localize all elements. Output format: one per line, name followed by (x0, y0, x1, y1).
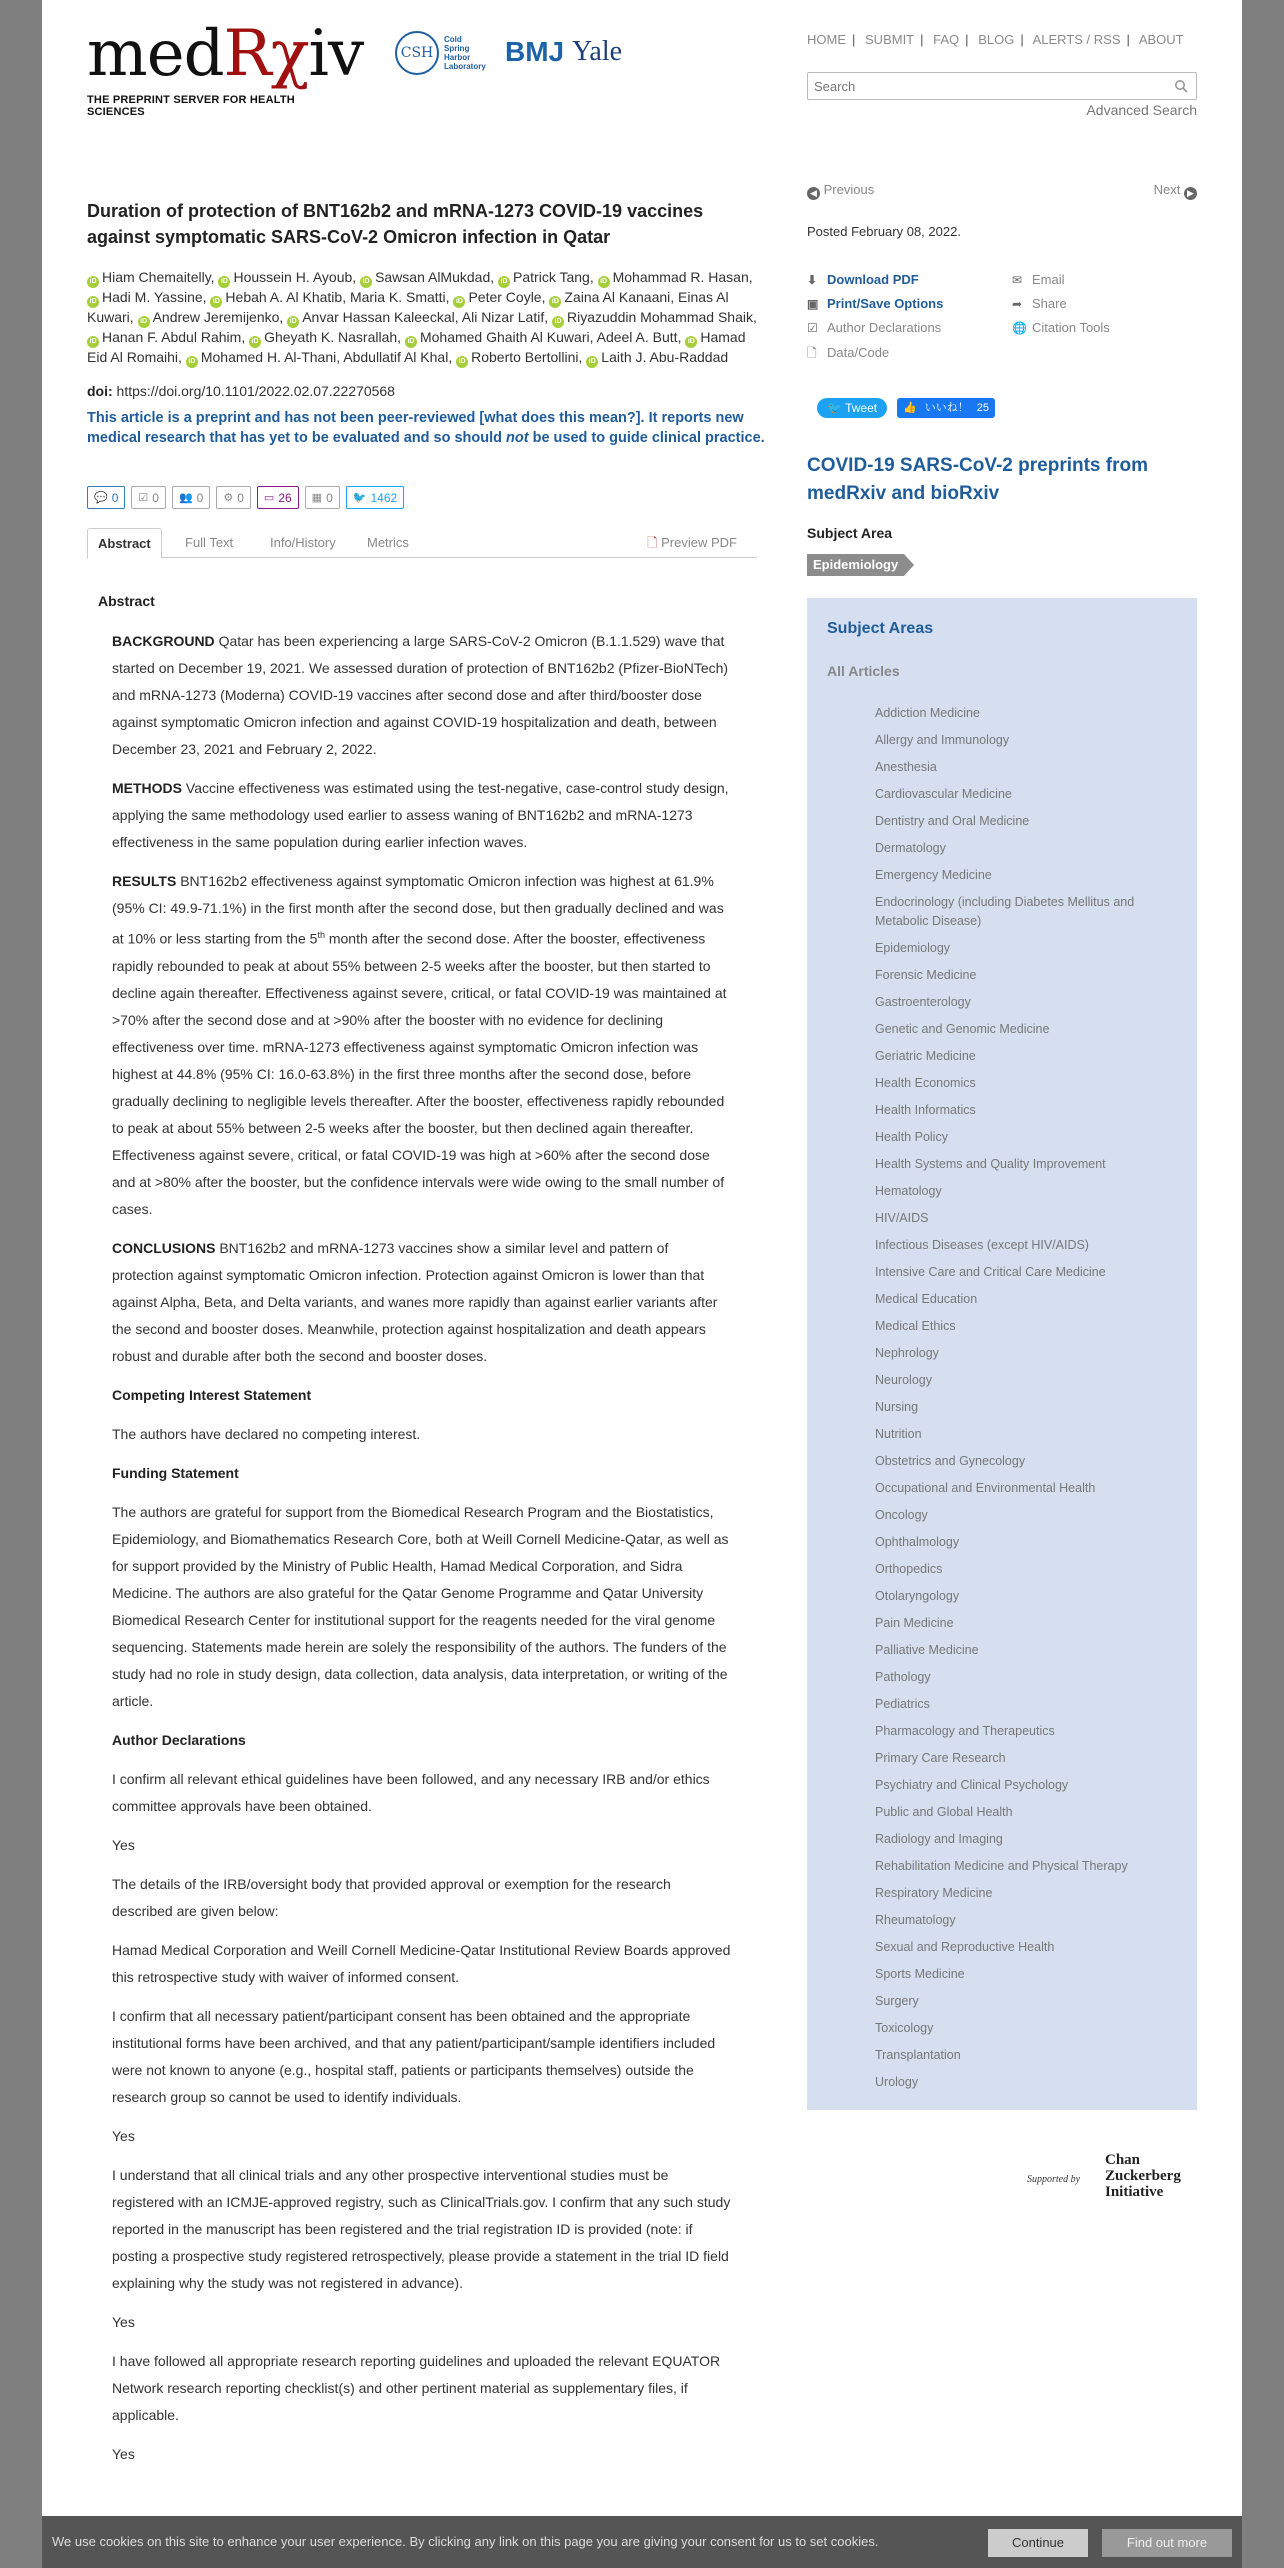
author-name[interactable]: Zaina Al Kanaani (564, 289, 671, 305)
abstract-results: RESULTS BNT162b2 effectiveness against symptomatic Omicron infection was highest at 61.9% (95% CI: 49.9-71.1%) in the first month after the second dose, but then gradually declined and was at 10% or less starting from the 5th month after the second dose. After the booster, effectiveness rapidly rebounded to peak at about 55% between 2-5 weeks after the booster, but then started to decline again thereafter. Effectiveness against severe, critical, or fatal COVID-19 was maintained at >70% after the second dose and at >90% after the booster with no evidence for declining effectiveness over time. mRNA-1273 effectiveness against symptomatic Omicron infection was highest at 44.8% (95% CI: 16.0-63.8%) in the first three months after the second dose, before gradually declining to negligible levels thereafter. After the booster, effectiveness rapidly rebounded to peak at about 55% between 2-5 weeks after the booster, but then declined again thereafter. Effectiveness against severe, critical, or fatal COVID-19 was high at >60% after the second dose and at >80% after the booster, but the confidence intervals were wide owing to the small number of cases. (112, 873, 727, 1217)
logo-tagline: THE PREPRINT SERVER FOR HEALTH SCIENCES (87, 94, 295, 118)
nav-alerts-rss[interactable]: ALERTS / RSS (1032, 32, 1121, 47)
citation-tools-link[interactable]: 🌐 Citation Tools (1012, 320, 1110, 335)
subject-link[interactable]: Dermatology (875, 841, 946, 855)
orcid-icon[interactable]: iD (498, 276, 510, 288)
subject-link[interactable]: Radiology and Imaging (875, 1832, 1003, 1846)
subject-link[interactable]: Anesthesia (875, 760, 937, 774)
metric-count: 0 (237, 490, 244, 505)
competing-interest-text: The authors have declared no competing interest. (112, 1425, 421, 1442)
cookie-continue-button[interactable]: Continue (988, 2529, 1088, 2557)
orcid-icon[interactable]: iD (87, 336, 99, 348)
subject-link[interactable]: Rheumatology (875, 1913, 956, 1927)
subject-area-tag[interactable]: Epidemiology (807, 554, 904, 576)
supported-by-text: Supported by (1027, 2174, 1081, 2185)
orcid-icon[interactable]: iD (186, 356, 198, 368)
orcid-icon[interactable]: iD (552, 316, 564, 328)
subject-link[interactable]: Health Economics (875, 1076, 976, 1090)
article-title: Duration of protection of BNT162b2 and mRNA-1273 COVID-19 vaccines against symptomatic SARS-CoV-2 Omicron infection in Qatar (87, 201, 704, 248)
funding-heading: Funding Statement (112, 1464, 239, 1481)
author-name[interactable]: Mohamed Ghaith Al Kuwari (419, 329, 590, 345)
all-articles-link[interactable]: All Articles (827, 663, 900, 679)
author-item (87, 329, 241, 345)
subject-link[interactable]: Health Policy (875, 1130, 948, 1144)
subject-link[interactable]: Surgery (875, 1994, 919, 2008)
declaration-ethics: I confirm all relevant ethical guidelines have been followed, and any necessary IRB and/or ethics committee approvals have been obtained. (112, 1770, 710, 1814)
author-name[interactable]: Hebah A. Al Khatib (225, 289, 343, 305)
author-item (456, 349, 578, 365)
author-item (138, 309, 280, 325)
prev-next-nav (807, 182, 1197, 202)
tab-info-history[interactable]: Info/History (270, 535, 336, 550)
author-item (598, 269, 749, 285)
subject-link[interactable]: Sports Medicine (875, 1967, 965, 1981)
orcid-icon[interactable]: iD (360, 276, 372, 288)
declaration-answer: Yes (112, 2313, 135, 2330)
subject-link[interactable]: Nephrology (875, 1346, 939, 1360)
subject-link[interactable]: Oncology (875, 1508, 928, 1522)
subject-link[interactable]: Otolaryngology (875, 1589, 960, 1603)
subject-link[interactable]: Addiction Medicine (875, 706, 980, 720)
top-nav: HOME | SUBMIT | FAQ | BLOG | ALERTS / RSS | ABOUT (807, 32, 1184, 47)
csh-logo[interactable] (395, 28, 495, 78)
users-icon: 👥 (178, 492, 193, 504)
next-link[interactable]: Next ▶ (1154, 182, 1197, 200)
author-item (597, 329, 678, 345)
metric-count: 26 (278, 490, 292, 505)
orcid-icon[interactable]: iD (685, 336, 697, 348)
author-name[interactable]: Mohamed H. Al-Thani (200, 349, 337, 365)
logo-text-c: iv (308, 17, 364, 91)
abstract-background: BACKGROUND Qatar has been experiencing a large SARS-CoV-2 Omicron (B.1.1.529) wave that started on December 19, 2021. We assessed duration of protection of BNT162b2 (Pfizer-BioNTech) and mRNA-1273 (Moderna) COVID-19 vaccines after second dose and after third/booster dose against symptomatic Omicron infection and against COVID-19 hospitalization and death, between December 23, 2021 and February 2, 2022. (112, 633, 729, 757)
author-item (87, 289, 203, 305)
metric-count: 0 (196, 490, 204, 505)
orcid-icon[interactable]: iD (249, 336, 261, 348)
nav-home[interactable]: HOME (807, 32, 846, 47)
twitter-icon: 🐦 (827, 401, 842, 415)
subject-link[interactable]: Public and Global Health (875, 1805, 1013, 1819)
author-name[interactable]: Peter Coyle (468, 289, 542, 305)
author-declarations-link[interactable]: ☑ Author Declarations (807, 320, 942, 335)
author-item (453, 289, 541, 305)
print-save-link[interactable]: ▣ Print/Save Options (807, 296, 944, 311)
subject-link[interactable]: Cardiovascular Medicine (875, 787, 1012, 801)
doi-line (87, 383, 395, 399)
declaration-answer: Yes (112, 1836, 135, 1853)
advanced-search-link[interactable]: Advanced Search (1086, 102, 1197, 118)
csh-logo-circle: CSH (395, 31, 439, 75)
funding-text: The authors are grateful for support from the Biomedical Research Program and the Biostatistics, Epidemiology, and Biomathematics Research Core, both at Weill Cornell Medicine-Qatar, as well as for support provided by the Ministry of Public Health, Hamad Medical Corporation, and Sidra Medicine. The authors are also grateful for the Qatar Genome Programme and Qatar University Biomedical Research Center for institutional support for the reagents needed for the viral genome sequencing. Statements made herein are solely the responsibility of the authors. The funders of the study had no role in study design, data collection, data analysis, data interpretation, or writing of the article. (112, 1503, 729, 1709)
orcid-icon[interactable]: iD (138, 316, 150, 328)
subject-link[interactable]: Occupational and Environmental Health (875, 1481, 1096, 1495)
print-icon: ▣ (807, 297, 819, 311)
author-item (405, 329, 590, 345)
subject-link[interactable]: Obstetrics and Gynecology (875, 1454, 1026, 1468)
doi-label: doi: (87, 383, 113, 399)
abstract-body (112, 628, 732, 2480)
author-name[interactable]: Hiam Chemaitelly (102, 269, 211, 285)
author-item (249, 329, 397, 345)
globe-icon: 🌐 (1012, 321, 1027, 335)
declaration-clinical-trials: I understand that all clinical trials and any other prospective interventional studies must be registered with an ICMJE-approved registry, such as ClinicalTrials.gov. I confirm that any such study reported in the manuscript has been registered and the trial registration ID is provided (note: if posting a prospective study registered retrospectively, please provide a statement in the trial ID field explaining why the study was not registered in advance). (112, 2166, 731, 2291)
subject-link[interactable]: Dentistry and Oral Medicine (875, 814, 1030, 828)
metric-badge[interactable] (346, 486, 404, 509)
metric-badge[interactable] (131, 486, 166, 509)
metric-badge[interactable] (172, 486, 210, 509)
subject-link[interactable]: Ophthalmology (875, 1535, 960, 1549)
share-icon: ⚙ (223, 492, 234, 504)
logo-text-a: med (87, 17, 224, 91)
author-name[interactable]: Anvar Hassan Kaleeckal (302, 309, 455, 325)
nav-blog[interactable]: BLOG (978, 32, 1015, 47)
orcid-icon[interactable]: iD (598, 276, 610, 288)
orcid-icon[interactable]: iD (87, 296, 99, 308)
subject-link[interactable]: Pain Medicine (875, 1616, 954, 1630)
author-item (462, 309, 544, 325)
arrow-right-icon: ▶ (1184, 187, 1197, 200)
file-icon: 🗋 (807, 346, 817, 360)
author-item (360, 269, 490, 285)
subject-link[interactable]: Emergency Medicine (875, 868, 992, 882)
preprint-notice: This article is a preprint and has not been peer-reviewed [what does this mean?]. It reports new medical research that has yet to be evaluated and so should not be used to guide clinical practice. (87, 410, 765, 446)
metric-badge[interactable] (87, 486, 125, 509)
author-item (498, 269, 590, 285)
author-name[interactable]: Mohammad R. Hasan (612, 269, 749, 285)
monitor-icon: ▭ (263, 492, 275, 504)
doi-link[interactable]: https://doi.org/10.1101/2022.02.07.22270568 (116, 383, 395, 399)
nav-about[interactable]: ABOUT (1138, 32, 1184, 47)
declaration-reporting: I have followed all appropriate research reporting guidelines and uploaded the relevant EQUATOR Network research reporting checklist(s) and other pertinent material as supplementary files, if applicable. (112, 2352, 721, 2423)
tab-full-text[interactable]: Full Text (185, 535, 234, 550)
subject-areas-heading: Subject Areas (827, 620, 934, 637)
author-name[interactable]: Patrick Tang (513, 269, 590, 285)
author-name[interactable]: Gheyath K. Nasrallah (264, 329, 398, 345)
abstract-conclusions: CONCLUSIONS BNT162b2 and mRNA-1273 vaccines show a similar level and pattern of protection against symptomatic Omicron infection. Protection against Omicron is lower than that against Alpha, Beta, and Delta variants, and wanes more rapidly than against earlier variants after the second and booster doses. Meanwhile, protection against hospitalization and death appears robust and durable after both the second and booster doses. (112, 1239, 718, 1364)
subject-link[interactable]: Rehabilitation Medicine and Physical Therapy (875, 1859, 1128, 1873)
orcid-icon[interactable]: iD (586, 356, 598, 368)
subject-link[interactable]: Nutrition (875, 1427, 922, 1441)
metric-count: 1462 (370, 490, 398, 505)
declaration-consent: I confirm that all necessary patient/participant consent has been obtained and the appropriate institutional forms have been archived, and that any patient/participant/sample identifiers included were not known to anyone (e.g., hospital staff, patients or participants themselves) outside the research group so cannot be used to identify individuals. (112, 2007, 716, 2105)
subject-area-label: Subject Area (807, 525, 893, 541)
subject-link[interactable]: Infectious Diseases (except HIV/AIDS) (875, 1238, 1089, 1252)
subject-link[interactable]: Urology (875, 2075, 919, 2089)
declaration-answer: Yes (112, 2127, 135, 2144)
author-name[interactable]: Abdullatif Al Khal (343, 349, 449, 365)
author-name[interactable]: Ali Nizar Latif (461, 309, 545, 325)
author-name[interactable]: Maria K. Smatti (349, 289, 446, 305)
subject-link[interactable]: Hematology (875, 1184, 942, 1198)
csh-logo-text: Cold Spring Harbor Laboratory (444, 34, 486, 72)
author-declarations-heading: Author Declarations (112, 1731, 246, 1748)
orcid-icon[interactable]: iD (549, 296, 561, 308)
subject-link[interactable]: Medical Education (875, 1292, 978, 1306)
subject-link[interactable]: Pathology (875, 1670, 931, 1684)
pdf-file-icon: 🗋 (647, 535, 658, 550)
declaration-irb-body: Hamad Medical Corporation and Weill Cornell Medicine-Qatar Institutional Review Boards approved this retrospective study with waiver of informed consent. (112, 1941, 731, 1985)
author-name[interactable]: Andrew Jeremijenko (152, 309, 280, 325)
subject-link[interactable]: Neurology (875, 1373, 932, 1387)
orcid-icon[interactable]: iD (87, 276, 99, 288)
subject-areas-panel (807, 598, 1197, 2110)
logo-text-b: Rχ (223, 17, 309, 91)
metric-badge[interactable] (305, 486, 340, 509)
author-item (586, 349, 728, 365)
declaration-irb-details: The details of the IRB/oversight body that provided approval or exemption for the research described are given below: (112, 1875, 671, 1919)
czi-name: Chan Zuckerberg Initiative (1105, 2152, 1181, 2200)
author-name[interactable]: Riyazuddin Mohammad Shaik (567, 309, 753, 325)
bmj-logo[interactable]: BMJ (505, 36, 565, 67)
search-input[interactable] (808, 73, 1158, 99)
abstract-heading: Abstract (98, 593, 155, 609)
metric-badge[interactable] (216, 486, 251, 509)
arrow-left-icon: ◀ (807, 187, 820, 200)
author-item (218, 269, 352, 285)
comment-icon: 💬 (94, 492, 108, 504)
subject-link[interactable]: Intensive Care and Critical Care Medicine (875, 1265, 1106, 1279)
orcid-icon[interactable]: iD (456, 356, 468, 368)
search-icon[interactable] (1174, 79, 1188, 93)
check-icon: ☑ (138, 492, 149, 504)
author-item (186, 349, 336, 365)
cookie-message: We use cookies on this site to enhance your user experience. By clicking any link on this page you are giving your consent for us to set cookies. (52, 2534, 879, 2549)
metric-count: 0 (152, 490, 159, 505)
email-link[interactable]: ✉ Email (1012, 272, 1065, 287)
cookie-find-out-more-button[interactable]: Find out more (1102, 2529, 1232, 2557)
metric-count: 0 (326, 490, 333, 505)
author-item (350, 289, 446, 305)
author-name[interactable]: Hamad Eid Al Romaihi (87, 329, 746, 365)
author-name[interactable]: Houssein H. Ayoub (233, 269, 353, 285)
subject-link[interactable]: Pediatrics (875, 1697, 930, 1711)
thumbs-up-icon: 👍 (903, 402, 917, 414)
subject-link[interactable]: Orthopedics (875, 1562, 943, 1576)
subject-link[interactable]: HIV/AIDS (875, 1211, 929, 1225)
czi-logo[interactable] (1027, 2152, 1197, 2202)
subject-link[interactable]: Forensic Medicine (875, 968, 977, 982)
author-item (287, 309, 455, 325)
search-box (807, 72, 1197, 100)
tab-preview-pdf[interactable]: 🗋 Preview PDF (647, 535, 737, 550)
orcid-icon[interactable]: iD (218, 276, 230, 288)
abstract-methods: METHODS Vaccine effectiveness was estimated using the test-negative, case-control study design, applying the same methodology used earlier to assess waning of BNT162b2 and mRNA-1273 effectiveness in the same population during earlier infection waves. (112, 780, 729, 850)
subject-link[interactable]: Health Informatics (875, 1103, 976, 1117)
subject-link[interactable]: Nursing (875, 1400, 919, 1414)
tab-metrics[interactable]: Metrics (367, 535, 409, 550)
orcid-icon[interactable]: iD (405, 336, 417, 348)
author-item (552, 309, 753, 325)
author-name[interactable]: Hadi M. Yassine (102, 289, 203, 305)
author-item (87, 269, 211, 285)
author-item (210, 289, 342, 305)
covid-collection-link[interactable]: COVID-19 SARS-CoV-2 preprints from medRxiv and bioRxiv (807, 455, 1148, 504)
subject-link[interactable]: Genetic and Genomic Medicine (875, 1022, 1050, 1036)
download-pdf-link[interactable]: ⬇ Download PDF (807, 272, 919, 287)
subject-link[interactable]: Gastroenterology (875, 995, 971, 1009)
download-icon: ⬇ (807, 273, 818, 287)
subject-link[interactable]: Toxicology (875, 2021, 934, 2035)
article-tabs (87, 528, 757, 558)
metric-badge[interactable] (257, 486, 299, 509)
author-name[interactable]: Hanan F. Abdul Rahim (102, 329, 242, 345)
competing-interest-heading: Competing Interest Statement (112, 1386, 312, 1403)
orcid-icon[interactable]: iD (453, 296, 465, 308)
subject-link[interactable]: Transplantation (875, 2048, 961, 2062)
subject-link[interactable]: Allergy and Immunology (875, 733, 1010, 747)
subject-link[interactable]: Health Systems and Quality Improvement (875, 1157, 1106, 1171)
tweet-button[interactable]: 🐦 Tweet (817, 398, 887, 418)
orcid-icon[interactable]: iD (210, 296, 222, 308)
subject-link[interactable]: Endocrinology (including Diabetes Mellitus and Metabolic Disease) (875, 895, 1135, 928)
envelope-icon: ✉ (1012, 273, 1023, 287)
author-name[interactable]: Adeel A. Butt (596, 329, 678, 345)
subject-link[interactable]: Primary Care Research (875, 1751, 1006, 1765)
page (42, 0, 1242, 2568)
cookie-banner (42, 2516, 1242, 2568)
subject-link[interactable]: Medical Ethics (875, 1319, 956, 1333)
yale-logo[interactable]: Yale (572, 36, 623, 67)
author-name[interactable]: Laith J. Abu-Raddad (601, 349, 729, 365)
medrxiv-logo[interactable] (87, 17, 364, 118)
subject-list (875, 704, 1185, 2100)
author-name[interactable]: Roberto Bertollini (471, 349, 579, 365)
subject-link[interactable]: Pharmacology and Therapeutics (875, 1724, 1055, 1738)
posted-date: Posted February 08, 2022. (807, 224, 961, 239)
metric-count: 0 (111, 490, 119, 505)
social-buttons (817, 398, 995, 418)
subject-link[interactable]: Sexual and Reproductive Health (875, 1940, 1055, 1954)
subject-link[interactable]: Geriatric Medicine (875, 1049, 976, 1063)
author-item (549, 289, 670, 305)
subject-link[interactable]: Respiratory Medicine (875, 1886, 993, 1900)
declaration-answer: Yes (112, 2445, 135, 2462)
author-list: iD Hiam Chemaitelly, iD Houssein H. Ayoub, iD Sawsan AlMukdad, iD Patrick Tang, iD Mohammad R. Hasan, iD Hadi M. Yassine, iD Hebah A. Al Khatib, Maria K. Smatti, iD Peter Coyle, iD Zaina Al Kanaani, Einas Al Kuwari, iD Andrew Jeremijenko, iD Anvar Hassan Kaleeckal, Ali Nizar Latif, iD Riyazuddin Mohammad Shaik, iD Hanan F. Abdul Rahim, iD Gheyath K. Nasrallah, iD Mohamed Ghaith Al Kuwari, Adeel A. Butt, iD Hamad Eid Al Romaihi, iD Mohamed H. Al-Thani, Abdullatif Al Khal, iD Roberto Bertollini, iD Laith J. Abu-Raddad (87, 268, 767, 368)
tab-abstract[interactable]: Abstract (87, 528, 162, 559)
twitter-icon: 🐦 (352, 492, 367, 504)
share-link[interactable]: ➦ Share (1012, 296, 1067, 311)
metrics-badges (87, 486, 404, 509)
checkbox-icon: ☑ (807, 321, 818, 335)
subject-link[interactable]: Psychiatry and Clinical Psychology (875, 1778, 1069, 1792)
subject-link[interactable]: Epidemiology (875, 941, 951, 955)
author-item (343, 349, 448, 365)
subject-link[interactable]: Palliative Medicine (875, 1643, 979, 1657)
data-code-link[interactable]: 🗋 Data/Code (807, 344, 889, 365)
author-name[interactable]: Sawsan AlMukdad (375, 269, 491, 285)
author-name[interactable]: Einas Al Kuwari (87, 289, 729, 325)
film-icon: ▦ (311, 492, 323, 504)
orcid-icon[interactable]: iD (287, 316, 299, 328)
previous-link[interactable]: ◀ Previous (807, 182, 874, 197)
nav-faq[interactable]: FAQ (933, 32, 960, 47)
nav-submit[interactable]: SUBMIT (865, 32, 915, 47)
share-icon: ➦ (1012, 297, 1023, 311)
facebook-like-button[interactable]: 👍 いいね！ 25 (897, 398, 995, 418)
